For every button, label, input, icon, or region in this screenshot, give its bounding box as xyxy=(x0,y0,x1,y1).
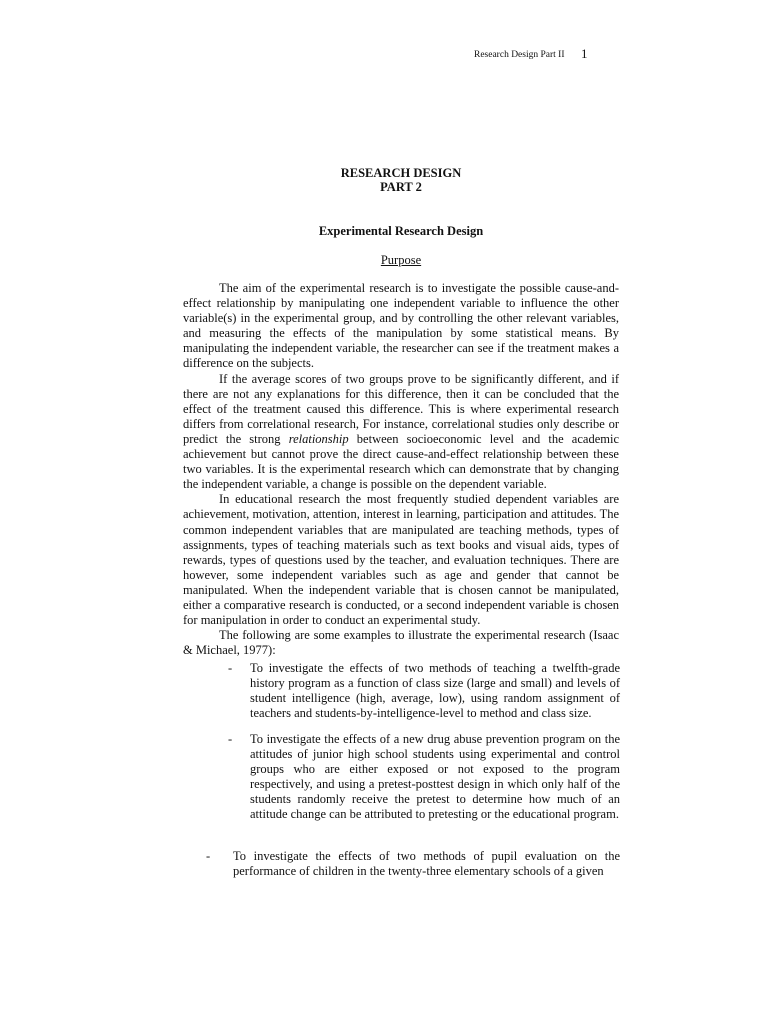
paragraph-2-start: If the average scores of two groups prove to be significantly different, and if there are not any explanations for this difference, then it can be concluded that the effect of the treatment caused this difference. This is where experimental research differs from correlational research, For instance, correlational studies only describe or predict the strong xyxy=(183,371,619,446)
list-dash: - xyxy=(228,732,233,746)
list-item-text: To investigate the effects of a new drug abuse prevention program on the attitudes of junior high school students using experimental and control groups who are either exposed or not exposed to the program respectively, and using a pretest-posttest design in which only half of the students randomly receive the pretest to determine how much of an attitude change can be attributed to pretesting or the educational program. xyxy=(250,732,620,822)
title-line-1: RESEARCH DESIGN xyxy=(340,166,462,180)
paragraph-1: The aim of the experimental research is to investigate the possible cause-and-effect relationship by manipulating one independent variable to influence the other variable(s) in the experimental group, and by controlling the other relevant variables, and measuring the effects of the manipulation by some statistical means. By manipulating the independent variable, the researcher can see if the treatment makes a difference on the subjects. xyxy=(183,281,619,371)
body-text xyxy=(183,281,619,658)
list-item-text: To investigate the effects of two methods of teaching a twelfth-grade history program as a function of class size (large and small) and levels of student intelligence (high, average, low), using random assignment of teachers and students-by-intelligence-level to method and class size. xyxy=(250,661,620,721)
paragraph-2-emphasis: relationship xyxy=(288,431,349,446)
paragraph-4: The following are some examples to illustrate the experimental research (Isaac & Michael, 1977): xyxy=(183,628,619,658)
document-title xyxy=(183,166,619,194)
document-subtitle: Experimental Research Design xyxy=(318,224,484,238)
paragraph-3: In educational research the most frequently studied dependent variables are achievement, motivation, attention, interest in learning, participation and attitudes. The common independent variables that are manipulated are teaching methods, types of assignments, types of teaching materials such as text books and visual aids, types of rewards, types of questions used by the teacher, and evaluation techniques. There are however, some independent variables such as age and gender that cannot be manipulated. When the independent variable that is chosen cannot be manipulated, either a comparative research is conducted, or a second independent variable is chosen for manipulation in order to conduct an experimental study. xyxy=(183,492,619,628)
paragraph-2-end: between socioeconomic level and the academic achievement but cannot prove the direct cause-and-effect relationship between these two variables. It is the experimental research which can demonstrate that by changing the independent variable, a change is possible on the dependent variable. xyxy=(183,431,619,492)
list-dash: - xyxy=(228,661,233,675)
list-dash: - xyxy=(206,849,211,863)
list-item-text: To investigate the effects of two methods of pupil evaluation on the performance of children in the twenty-three elementary schools of a given xyxy=(233,849,620,879)
running-head: Research Design Part II xyxy=(474,50,565,60)
section-heading-text: Purpose xyxy=(380,253,422,267)
paragraph-2 xyxy=(183,372,619,493)
page-number: 1 xyxy=(581,46,588,61)
title-line-2: PART 2 xyxy=(380,180,422,194)
section-heading xyxy=(183,253,619,268)
